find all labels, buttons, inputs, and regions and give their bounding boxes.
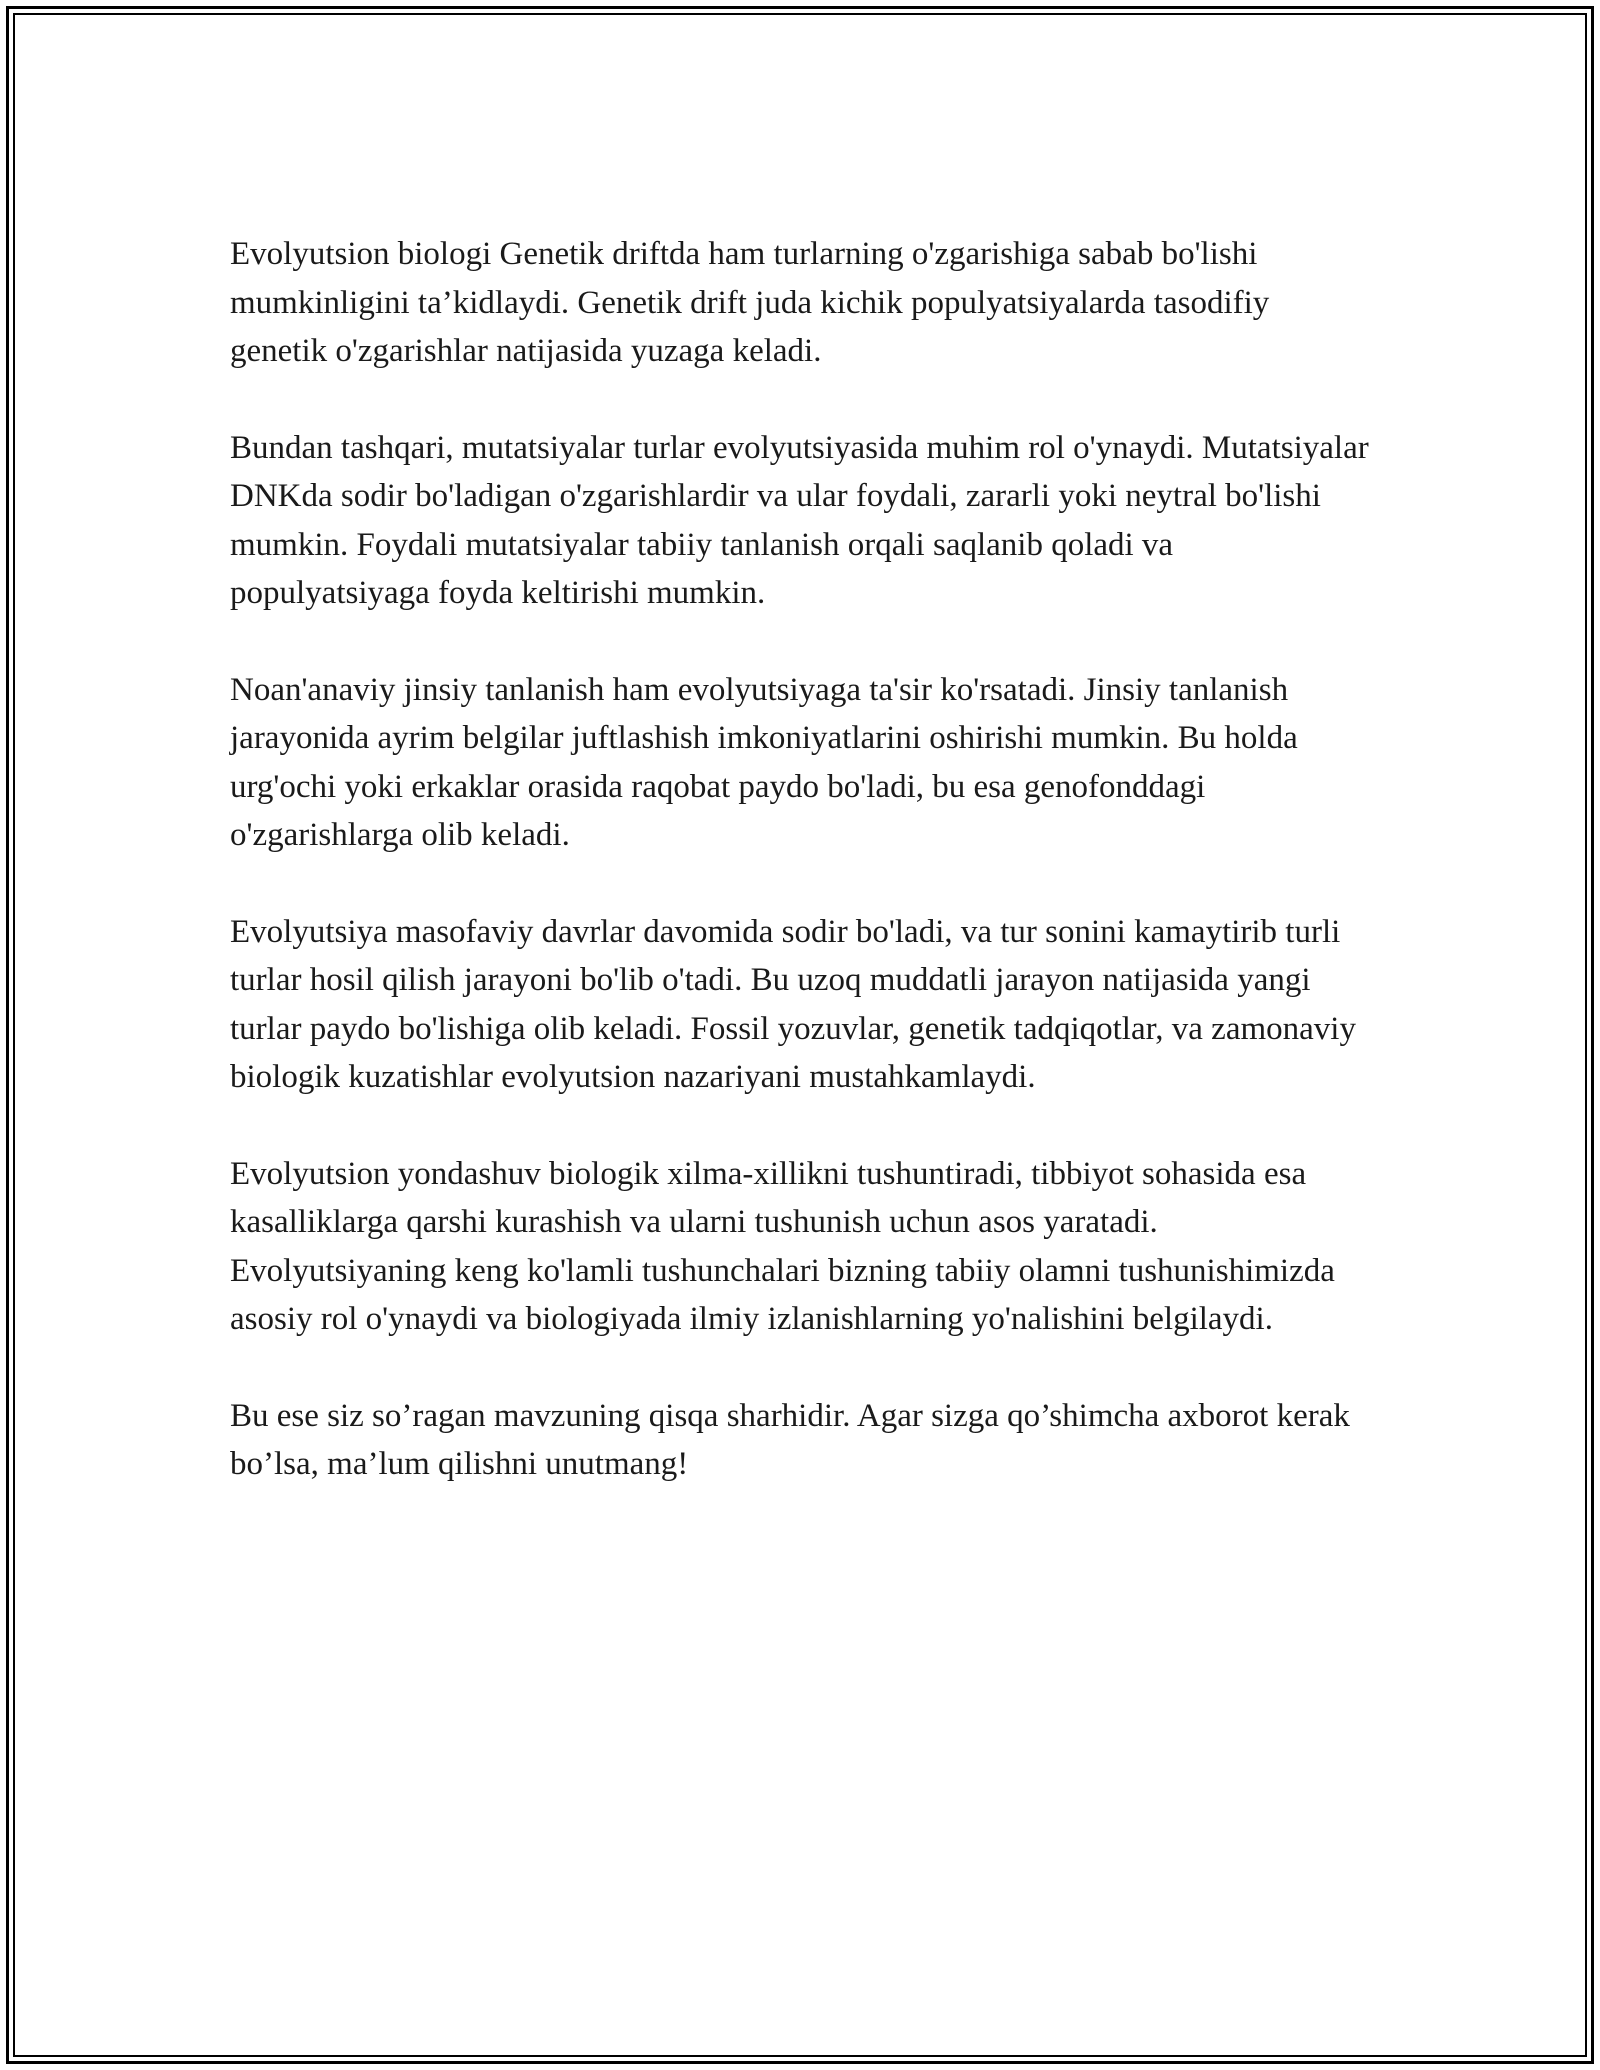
paragraph-genetic-drift: Evolyutsion biologi Genetik driftda ham turlarning o'zgarishiga sabab bo'lishi mumkinligini ta’kidlaydi. Genetik drift juda kichik populyatsiyalarda tasodifiy genetik o'zgarishlar natijasida yuzaga keladi.	[230, 236, 1270, 369]
paragraph-evolutionary-approach: Evolyutsion yondashuv biologik xilma-xillikni tushuntiradi, tibbiyot sohasida esa kasalliklarga qarshi kurashish va ularni tushunish uchun asos yaratadi. Evolyutsiyaning keng ko'lamli tushunchalari bizning tabiiy olamni tushunishimizda asosiy rol o'ynaydi va biologiyada ilmiy izlanishlarning yo'nalishini belgilaydi.	[230, 1155, 1335, 1337]
document-body	[230, 230, 1370, 1537]
paragraph-speciation: Evolyutsiya masofaviy davrlar davomida sodir bo'ladi, va tur sonini kamaytirib turli turlar hosil qilish jarayoni bo'lib o'tadi. Bu uzoq muddatli jarayon natijasida yangi turlar paydo bo'lishiga olib keladi. Fossil yozuvlar, genetik tadqiqotlar, va zamonaviy biologik kuzatishlar evolyutsion nazariyani mustahkamlaydi.	[230, 913, 1356, 1095]
paragraph-sexual-selection: Noan'anaviy jinsiy tanlanish ham evolyutsiyaga ta'sir ko'rsatadi. Jinsiy tanlanish jarayonida ayrim belgilar juftlashish imkoniyatlarini oshirishi mumkin. Bu holda urg'ochi yoki erkaklar orasida raqobat paydo bo'ladi, bu esa genofonddagi o'zgarishlarga olib keladi.	[230, 671, 1298, 853]
paragraph-closing-note: Bu ese siz so’ragan mavzuning qisqa sharhidir. Agar sizga qo’shimcha axborot kerak bo’lsa, ma’lum qilishni unutmang!	[230, 1397, 1350, 1482]
paragraph-mutations: Bundan tashqari, mutatsiyalar turlar evolyutsiyasida muhim rol o'ynaydi. Mutatsiyalar DNKda sodir bo'ladigan o'zgarishlardir va ular foydali, zararli yoki neytral bo'lishi mumkin. Foydali mutatsiyalar tabiiy tanlanish orqali saqlanib qoladi va populyatsiyaga foyda keltirishi mumkin.	[230, 429, 1369, 611]
